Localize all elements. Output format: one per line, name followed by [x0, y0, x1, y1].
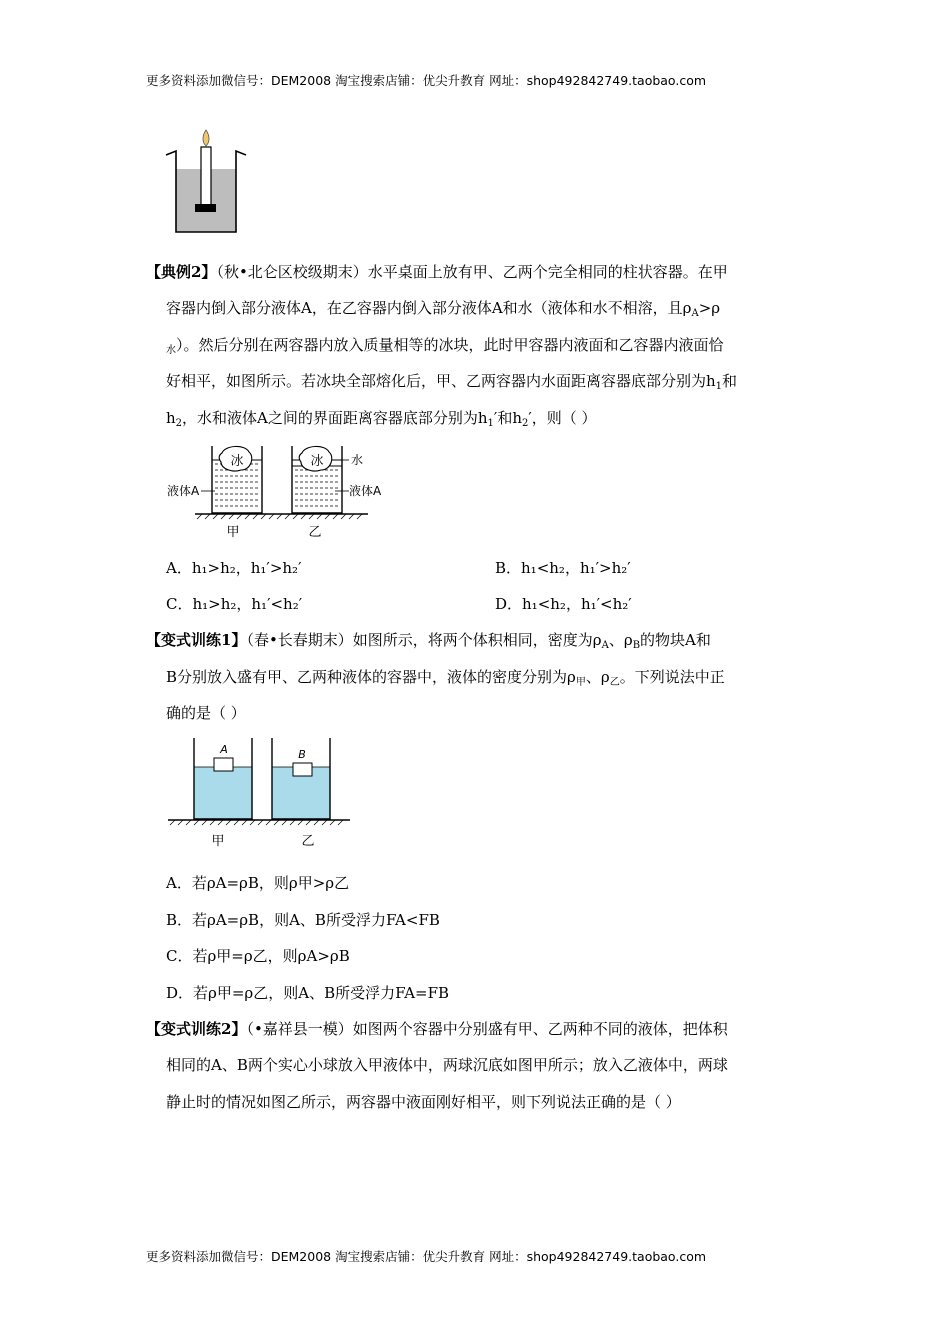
yi-label: 乙	[301, 834, 315, 849]
jia-label: 甲	[211, 834, 225, 849]
liquid-a-label-left: 液体A	[167, 484, 200, 498]
page-header: 更多资料添加微信号：DEM2008 淘宝搜索店铺：优尖升教育 网址：shop492842749.taobao.com	[146, 73, 707, 88]
variant2-line3: 静止时的情况如图乙所示，两容器中液面刚好相平，则下列说法正确的是（ ）	[166, 1093, 681, 1111]
water-label: 水	[351, 453, 364, 467]
ice-label-right: 冰	[310, 454, 324, 469]
ice-label-left: 冰	[230, 454, 244, 469]
block-a-label: A	[220, 743, 228, 756]
variant1-option-a-text[interactable]: A．若ρA=ρB，则ρ甲>ρ乙	[166, 874, 350, 892]
page-footer: 更多资料添加微信号：DEM2008 淘宝搜索店铺：优尖升教育 网址：shop492842749.taobao.com	[146, 1249, 707, 1264]
example2-tag: 【典例2】	[146, 263, 217, 281]
variant1-option-a[interactable]	[166, 873, 349, 893]
blocks-figure	[168, 738, 353, 850]
variant1-tag: 【变式训练1】	[146, 631, 247, 649]
example2-line3: $_水$）。然后分别在两容器内放入质量相等的冰块，此时甲容器内液面和乙容器内液面恰	[166, 336, 724, 356]
variant1-line1: 【变式训练1】（春•长春期末）如图所示，将两个体积相同，密度为$\rho_A$、$\rho_B$的物块A和	[146, 631, 711, 651]
flame-icon	[203, 130, 209, 146]
ground-hatch	[197, 514, 362, 519]
variant1-option-d[interactable]	[166, 983, 449, 1003]
variant2-tag: 【变式训练2】	[146, 1020, 247, 1038]
variant2-line1: 【变式训练2】（•嘉祥县一模）如图两个容器中分别盛有甲、乙两种不同的液体，把体积	[146, 1020, 728, 1038]
variant1-option-b-text[interactable]: B．若ρA=ρB，则A、B所受浮力FA<FB	[166, 911, 440, 929]
ice-containers-figure	[163, 443, 393, 543]
block-b-label: B	[298, 748, 306, 761]
variant1-line3: 确的是（ ）	[166, 704, 246, 722]
variant1-option-d-text[interactable]: D．若ρ甲=ρ乙，则A、B所受浮力FA=FB	[166, 984, 450, 1002]
example2-line5: $h_2$，水和液体A之间的界面距离容器底部分别为$h_1'$和$h_2'$，则（ ）	[166, 409, 597, 429]
yi-label: 乙	[308, 525, 322, 540]
variant1-option-c-text[interactable]: C．若ρ甲=ρ乙，则ρA>ρB	[166, 947, 350, 965]
block-b	[293, 763, 312, 776]
block-a	[214, 758, 233, 771]
example2-option-b[interactable]: B．h₁<h₂，h₁′>h₂′	[495, 559, 631, 577]
variant2-line2: 相同的A、B两个实心小球放入甲液体中，两球沉底如图甲所示；放入乙液体中，两球	[166, 1056, 728, 1074]
variant1-option-c[interactable]	[166, 946, 350, 966]
liquid-a-label-right: 液体A	[349, 484, 382, 498]
example2-line4: 好相平，如图所示。若冰块全部熔化后，甲、乙两容器内水面距离容器底部分别为$h_1$和	[166, 372, 738, 392]
example2-line1: 【典例2】（秋•北仑区校级期末）水平桌面上放有甲、乙两个完全相同的柱状容器。在甲	[146, 263, 728, 281]
variant1-option-b[interactable]	[166, 910, 440, 930]
candle-weight	[195, 204, 216, 212]
candle	[201, 147, 211, 207]
container-jia	[194, 738, 252, 819]
container-yi	[272, 738, 330, 819]
ground-hatch	[170, 820, 343, 825]
jia-label: 甲	[226, 525, 240, 540]
example2-line2: 容器内倒入部分液体A，在乙容器内倒入部分液体A和水（液体和水不相溶，且$\rho_A>\rho$	[166, 299, 721, 319]
example2-option-c[interactable]: C．h₁>h₂，h₁′<h₂′	[166, 595, 303, 613]
example2-option-a[interactable]: A．h₁>h₂，h₁′>h₂′	[166, 559, 302, 577]
example2-option-d[interactable]: D．h₁<h₂，h₁′<h₂′	[495, 595, 632, 613]
variant1-line2: B分别放入盛有甲、乙两种液体的容器中，液体的密度分别为$\rho_甲$、$\rho_乙$。下列说法中正	[166, 668, 725, 688]
candle-figure	[165, 125, 255, 237]
